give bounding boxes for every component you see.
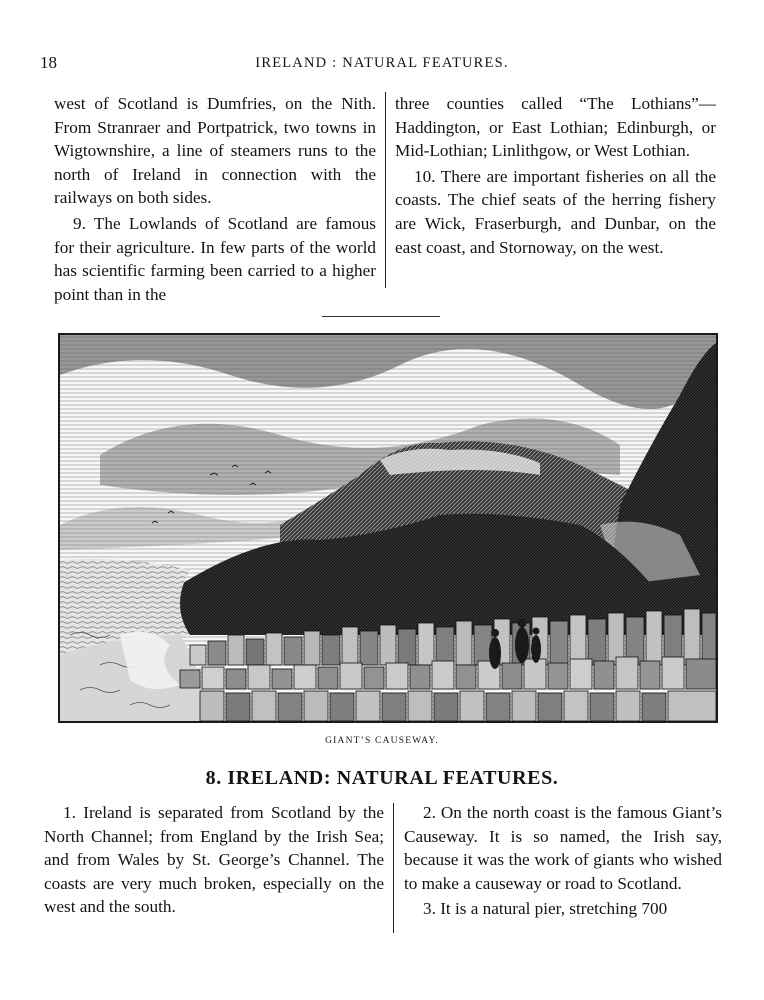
bottom-right-column: [404, 801, 722, 921]
paragraph: west of Scotland is Dumfries, on the Nith. From Stranraer and Portpatrick, two towns in Wigtownshire, a line of steamers runs to the north of Ireland in connection with the railways on both sides.: [54, 94, 376, 208]
giants-causeway-engraving: [58, 333, 718, 723]
section-rule: [322, 316, 440, 317]
paragraph: 2. On the north coast is the famous Giant’s Causeway. It is so named, the Irish say, because it was the work of giants who wished to make a causeway or road to Scotland.: [404, 803, 722, 893]
column-divider: [385, 92, 386, 288]
top-right-column: [395, 92, 716, 259]
section-heading: 8. IRELAND: NATURAL FEATURES.: [205, 767, 559, 789]
paragraph: 1. Ireland is separated from Scotland by the North Channel; from England by the Irish Sea; and from Wales by St. George’s Channel. The coasts are very much broken, especially on the west and the south.: [44, 803, 384, 917]
figure-caption: GIANT’S CAUSEWAY.: [325, 736, 439, 746]
column-divider: [393, 803, 394, 933]
paragraph: 9. The Lowlands of Scotland are famous for their agriculture. In few parts of the world has scientific farming been carried to a higher point than in the: [54, 213, 376, 304]
paragraph: three counties called “The Lothians”—Haddington, or East Lothian; Edinburgh, or Mid-Lothian; Linlithgow, or West Lothian.: [395, 94, 716, 161]
bottom-left-column: [44, 801, 384, 919]
top-left-column: [54, 92, 376, 306]
running-header: IRELAND : NATURAL FEATURES.: [255, 55, 509, 71]
engraving-illustration: [60, 335, 716, 721]
page-number: 18: [40, 53, 57, 72]
paragraph: 10. There are important fisheries on all the coasts. The chief seats of the herring fishery are Wick, Fraserburgh, and Dunbar, on the east coast, and Stornoway, on the west.: [395, 166, 716, 257]
paragraph: 3. It is a natural pier, stretching 700: [423, 899, 668, 919]
